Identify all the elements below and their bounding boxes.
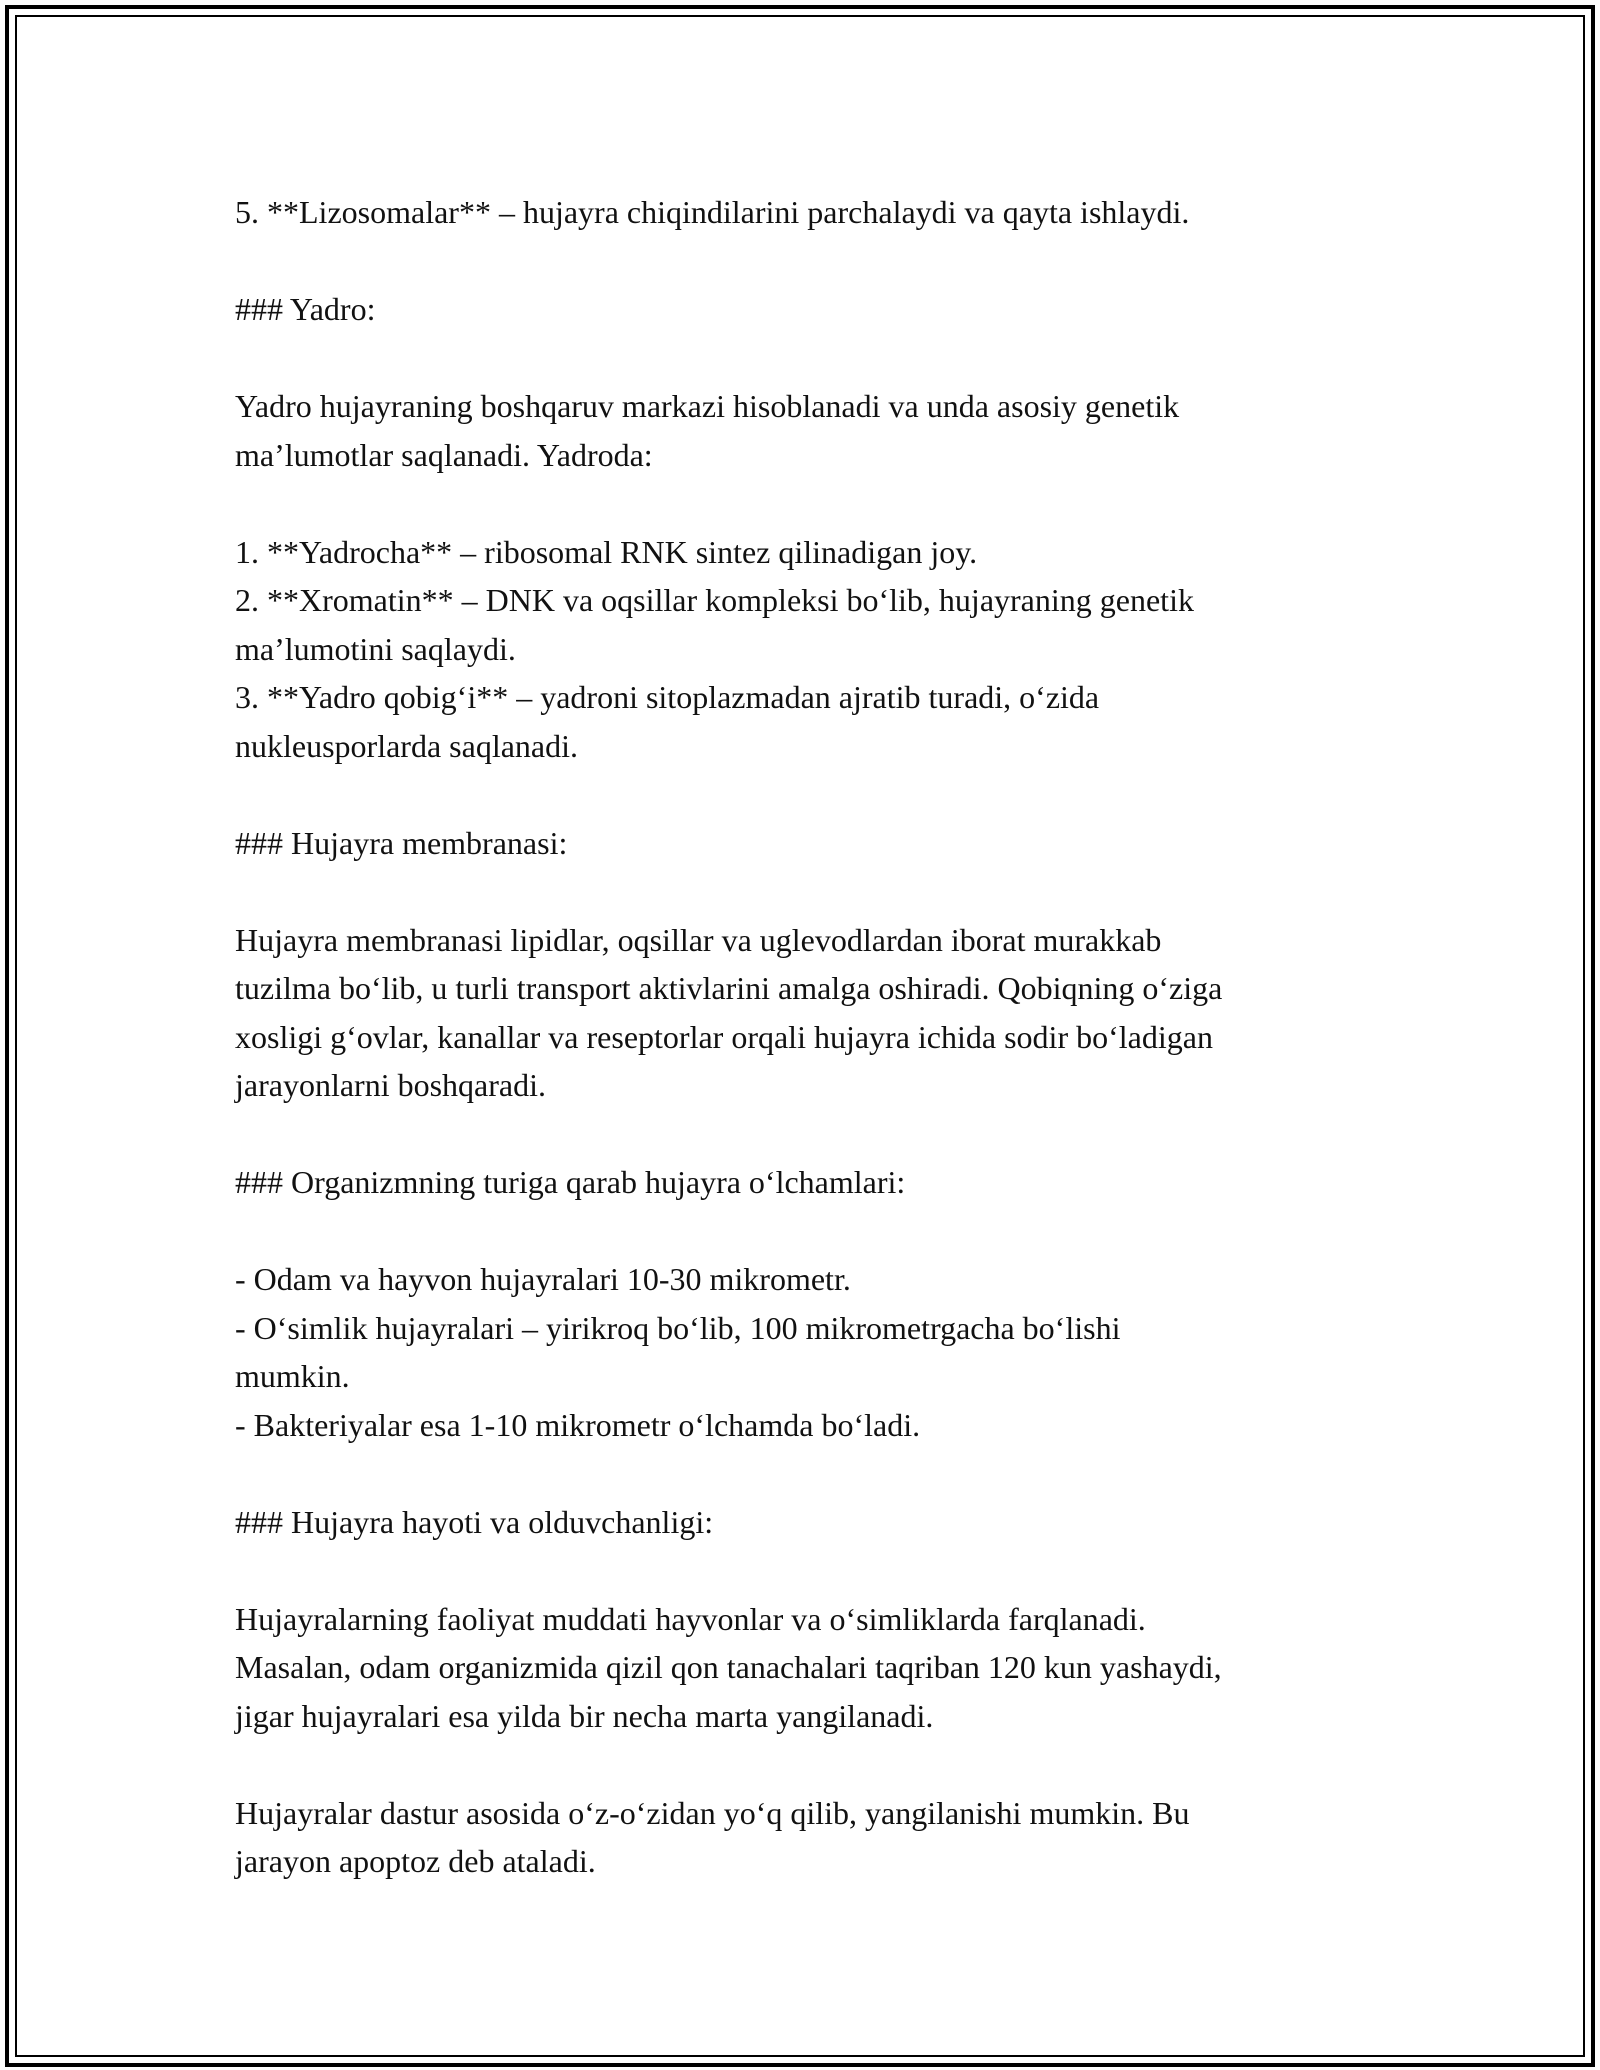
paragraph-line: jarayon apoptoz deb ataladi.	[235, 1843, 596, 1879]
heading-hujayra-olchamlari: ### Organizmning turiga qarab hujayra o‘lchamlari:	[235, 1164, 906, 1200]
bullet-item-osimlik: - O‘simlik hujayralari – yirikroq bo‘lib, 100 mikrometrgacha bo‘lishi	[235, 1309, 1121, 1346]
bullet-item-bakteriyalar: - Bakteriyalar esa 1-10 mikrometr o‘lchamda bo‘ladi.	[235, 1406, 921, 1443]
paragraph-line: Yadro hujayraning boshqaruv markazi hisoblanadi va unda asosiy genetik	[235, 388, 1180, 424]
list-item-continuation: nukleusporlarda saqlanadi.	[235, 727, 578, 764]
paragraph-line: Hujayralar dastur asosida o‘z-o‘zidan yo‘q qilib, yangilanishi mumkin. Bu	[235, 1794, 1190, 1831]
paragraph-line: jarayonlarni boshqaradi.	[235, 1067, 546, 1103]
blank-line	[235, 237, 1395, 286]
paragraph-line: ma’lumotlar saqlanadi. Yadroda:	[235, 436, 653, 473]
heading-hujayra-hayoti: ### Hujayra hayoti va olduvchanligi:	[235, 1503, 714, 1540]
blank-line	[235, 770, 1395, 819]
list-item-lizosomalar: 5. **Lizosomalar** – hujayra chiqindilarini parchalaydi va qayta ishlaydi.	[235, 194, 1190, 230]
list-item-yadrocha: 1. **Yadrocha** – ribosomal RNK sintez qilinadigan joy.	[235, 533, 978, 570]
blank-line	[235, 334, 1395, 383]
blank-line	[235, 1449, 1395, 1498]
paragraph-line: tuzilma bo‘lib, u turli transport aktivlarini amalga oshiradi. Qobiqning o‘ziga	[235, 970, 1223, 1006]
blank-line	[235, 479, 1395, 528]
bullet-item-odam: - Odam va hayvon hujayralari 10-30 mikrometr.	[235, 1261, 851, 1297]
list-item-yadro-qobigi: 3. **Yadro qobig‘i** – yadroni sitoplazmadan ajratib turadi, o‘zida	[235, 679, 1100, 715]
paragraph-line: jigar hujayralari esa yilda bir necha marta yangilanadi.	[235, 1697, 934, 1734]
document-body	[235, 188, 1395, 1886]
heading-hujayra-membranasi: ### Hujayra membranasi:	[235, 824, 568, 861]
blank-line	[235, 1110, 1395, 1159]
blank-line	[235, 867, 1395, 916]
paragraph-line: Hujayralarning faoliyat muddati hayvonlar va o‘simliklarda farqlanadi.	[235, 1600, 1146, 1637]
paragraph-line: xosligi g‘ovlar, kanallar va reseptorlar orqali hujayra ichida sodir bo‘ladigan	[235, 1018, 1213, 1055]
blank-line	[235, 1207, 1395, 1256]
bullet-item-continuation: mumkin.	[235, 1358, 350, 1394]
list-item-continuation: ma’lumotini saqlaydi.	[235, 630, 516, 667]
blank-line	[235, 1740, 1395, 1789]
blank-line	[235, 1546, 1395, 1595]
heading-yadro: ### Yadro:	[235, 291, 376, 327]
paragraph-line: Hujayra membranasi lipidlar, oqsillar va uglevodlardan iborat murakkab	[235, 921, 1162, 958]
list-item-xromatin: 2. **Xromatin** – DNK va oqsillar kompleksi bo‘lib, hujayraning genetik	[235, 582, 1194, 618]
paragraph-line: Masalan, odam organizmida qizil qon tanachalari taqriban 120 kun yashaydi,	[235, 1649, 1222, 1685]
